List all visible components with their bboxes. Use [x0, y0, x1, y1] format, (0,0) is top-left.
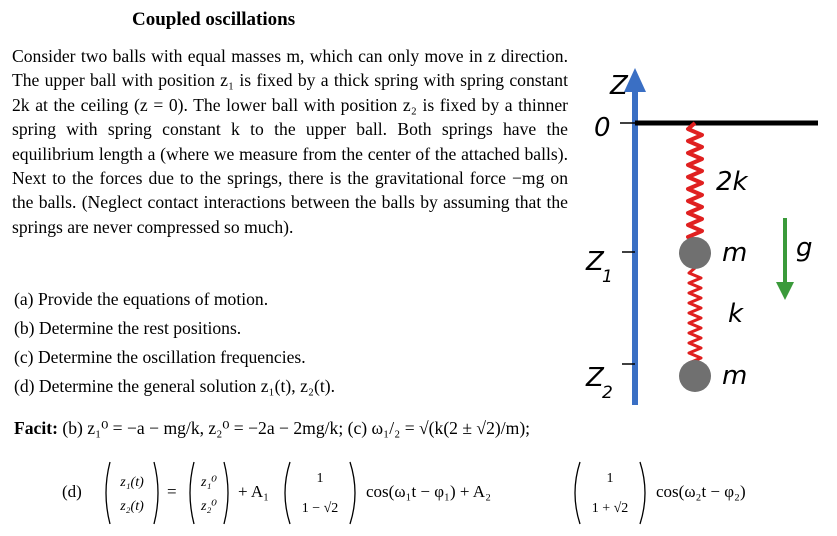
problem-paragraph: Consider two balls with equal masses m, which can only move in z direction. The upper ball with position z₁ is fixed by a thick spring with spring constant 2k at the ceiling (z = 0). The lower ball with position z₂ is fixed by a thinner spring with spring constant k to the upper ball. Both springs have the equilibrium length a (where we measure from the center of the attached balls). Next to the forces due to the springs, there is the gravitational force −mg on the balls. (Neglect contact interactions between the balls by assuming that the springs are never compressed so much). — [12, 46, 568, 237]
ball-upper — [679, 237, 711, 269]
z-axis-label: Z — [610, 71, 628, 101]
lhs-vector — [102, 458, 162, 528]
z2-label: Z — [586, 363, 604, 393]
spring-lower — [689, 268, 701, 373]
mode1-top: 1 — [316, 471, 324, 486]
question-b-text: Determine the rest positions. — [38, 318, 242, 338]
facit-line — [14, 418, 530, 439]
question-a — [14, 289, 268, 310]
rest-vector — [186, 458, 232, 528]
question-b-label: (b) — [14, 318, 35, 338]
diagram-svg — [580, 60, 830, 420]
rest-bottom: z₂⁰ — [201, 499, 217, 514]
z1-subscript: 1 — [602, 267, 613, 287]
spring-upper-label: 2k — [716, 167, 748, 197]
mode1-bottom: 1 − √2 — [301, 501, 339, 516]
zero-label: 0 — [594, 113, 611, 143]
gravity-label: g — [796, 233, 813, 263]
question-d-label: (d) — [14, 376, 35, 396]
lhs-top: z₁(t) — [120, 475, 144, 490]
facit-text: (b) z₁⁰ = −a − mg/k, z₂⁰ = −2a − 2mg/k; (c) ω₁/₂ = √(k(2 ± √2)/m); — [62, 418, 531, 438]
question-a-text: Provide the equations of motion. — [37, 289, 269, 309]
mode2-vector — [570, 458, 650, 528]
general-solution — [62, 458, 822, 528]
gravity-arrowhead — [776, 282, 794, 300]
mass-lower-label: m — [722, 361, 748, 391]
z1-label: Z — [586, 247, 604, 277]
question-c-text: Determine the oscillation frequencies. — [37, 347, 306, 367]
solution-plus-a1: + A₁ — [238, 482, 270, 501]
mode2-bottom: 1 + √2 — [591, 501, 629, 516]
mode2-top: 1 — [606, 471, 614, 486]
spring-lower-label: k — [728, 299, 744, 329]
lhs-bottom: z₂(t) — [120, 499, 144, 514]
problem-statement — [12, 44, 568, 239]
page-title: Coupled oscillations — [132, 9, 296, 30]
question-a-label: (a) — [14, 289, 34, 309]
rest-top: z₁⁰ — [201, 475, 217, 490]
question-c-label: (c) — [14, 347, 34, 367]
question-d — [14, 376, 335, 397]
question-b — [14, 318, 241, 339]
question-c — [14, 347, 306, 368]
solution-cos2: cos(ω₂t − φ₂) — [656, 482, 746, 501]
mass-upper-label: m — [722, 238, 748, 268]
facit-label: Facit: — [14, 418, 58, 438]
spring-mass-diagram — [580, 60, 830, 420]
ball-lower — [679, 360, 711, 392]
mode1-vector — [280, 458, 360, 528]
solution-equals: = — [167, 482, 177, 501]
z2-subscript: 2 — [602, 383, 613, 403]
question-d-text: Determine the general solution z₁(t), z₂(t). — [38, 376, 336, 396]
solution-label: (d) — [62, 482, 82, 501]
solution-cos1: cos(ω₁t − φ₁) + A₂ — [366, 482, 492, 501]
